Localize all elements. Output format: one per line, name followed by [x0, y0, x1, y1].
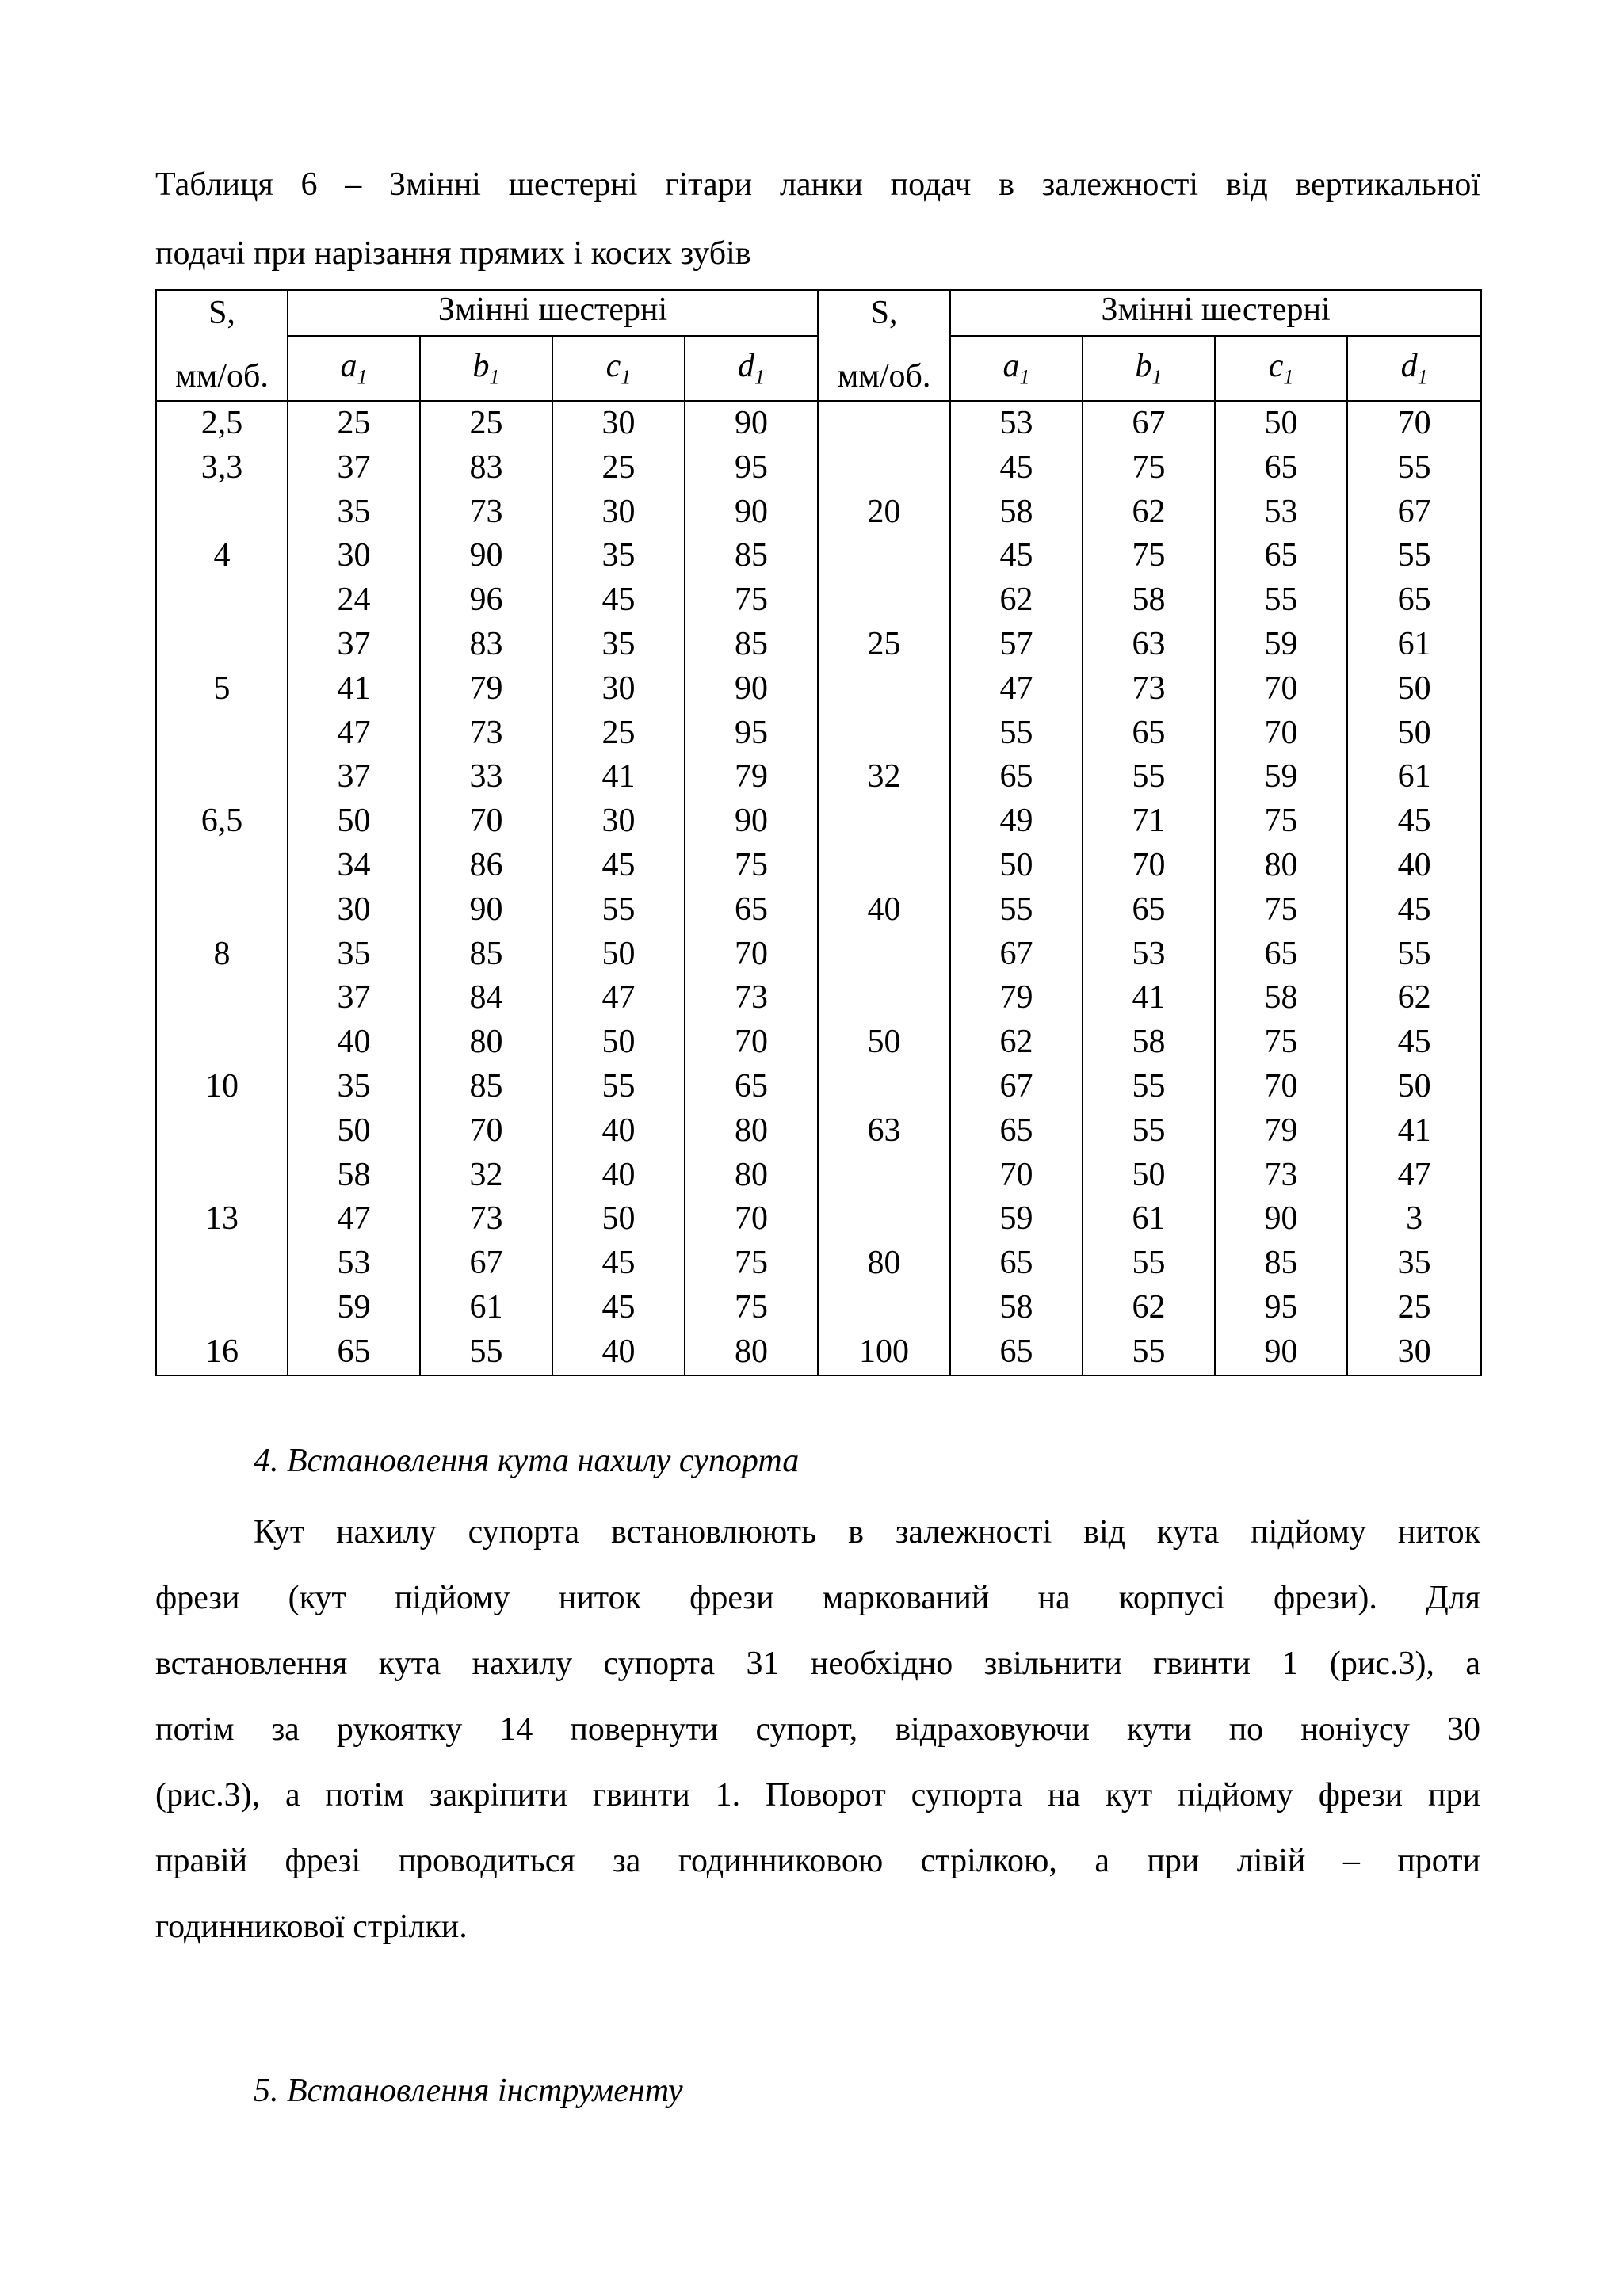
gears-group-header-right: Змінні шестерні: [950, 290, 1481, 336]
cell-a2: 58: [950, 490, 1083, 535]
cell-s2: 50: [818, 1020, 950, 1065]
cell-a2: 65: [950, 1241, 1083, 1286]
cell-c1: 40: [552, 1330, 685, 1375]
cell-b2: 55: [1083, 1241, 1215, 1286]
cell-b2: 55: [1083, 755, 1215, 799]
cell-d1: 75: [685, 1286, 818, 1330]
cell-b2: 55: [1083, 1330, 1215, 1375]
cell-d1: 65: [685, 888, 818, 933]
cell-b2: 62: [1083, 490, 1215, 535]
cell-d2: 25: [1347, 1286, 1481, 1330]
cell-c1: 30: [552, 667, 685, 711]
cell-s2: [818, 1286, 950, 1330]
cell-d2: 61: [1347, 623, 1481, 667]
cell-d1: 95: [685, 446, 818, 490]
cell-b2: 71: [1083, 799, 1215, 844]
cell-b1: 85: [420, 933, 552, 977]
cell-a1: 25: [288, 401, 420, 446]
cell-d2: 3: [1347, 1197, 1481, 1241]
cell-s2: [818, 799, 950, 844]
cell-d2: 41: [1347, 1109, 1481, 1154]
cell-d2: 40: [1347, 844, 1481, 888]
cell-a2: 47: [950, 667, 1083, 711]
col-header-c1: $c_1$: [1215, 336, 1347, 401]
cell-a2: 65: [950, 755, 1083, 799]
cell-a1: 50: [288, 1109, 420, 1154]
cell-a1: 37: [288, 755, 420, 799]
cell-c1: 55: [552, 1065, 685, 1109]
cell-c2: 79: [1215, 1109, 1347, 1154]
cell-a2: 67: [950, 1065, 1083, 1109]
cell-a1: 35: [288, 490, 420, 535]
cell-s1: 16: [156, 1330, 288, 1375]
cell-s2: 40: [818, 888, 950, 933]
cell-d1: 65: [685, 1065, 818, 1109]
cell-c1: 40: [552, 1109, 685, 1154]
cell-b1: 85: [420, 1065, 552, 1109]
cell-d2: 45: [1347, 888, 1481, 933]
section-4-heading: 4. Встановлення кута нахилу супорта: [254, 1443, 800, 1479]
cell-c1: 45: [552, 1241, 685, 1286]
cell-c2: 90: [1215, 1330, 1347, 1375]
cell-a2: 53: [950, 401, 1083, 446]
cell-d2: 47: [1347, 1154, 1481, 1198]
cell-s1: [156, 623, 288, 667]
cell-b1: 32: [420, 1154, 552, 1198]
cell-b2: 75: [1083, 446, 1215, 490]
cell-d1: 80: [685, 1154, 818, 1198]
section-5-heading: 5. Встановлення інструменту: [254, 2073, 683, 2109]
cell-c1: 35: [552, 623, 685, 667]
cell-c2: 70: [1215, 1065, 1347, 1109]
cell-d2: 50: [1347, 667, 1481, 711]
feed-unit: мм/об.: [837, 358, 931, 395]
cell-d2: 50: [1347, 1065, 1481, 1109]
cell-c1: 50: [552, 1197, 685, 1241]
cell-s2: 100: [818, 1330, 950, 1375]
cell-d2: 55: [1347, 534, 1481, 578]
gear-table: [155, 289, 1482, 1376]
cell-d1: 70: [685, 933, 818, 977]
cell-b1: 84: [420, 976, 552, 1020]
cell-a2: 67: [950, 933, 1083, 977]
table-row: [156, 1109, 1481, 1154]
cell-a1: 37: [288, 623, 420, 667]
cell-d1: 75: [685, 844, 818, 888]
cell-c1: 50: [552, 1020, 685, 1065]
paragraph-line: (рис.3), а потім закріпити гвинти 1. Поворот супорта на кут підйому фрези при: [155, 1777, 1480, 1814]
col-header-a1: $a_1$: [950, 336, 1083, 401]
col-header-c1: $c_1$: [552, 336, 685, 401]
cell-a1: 30: [288, 534, 420, 578]
cell-c1: 25: [552, 446, 685, 490]
cell-c1: 35: [552, 534, 685, 578]
paragraph-line: Кут нахилу супорта встановлюють в залежності від кута підйому ниток: [254, 1514, 1480, 1550]
cell-a1: 40: [288, 1020, 420, 1065]
cell-s2: 32: [818, 755, 950, 799]
cell-s2: [818, 711, 950, 756]
cell-d1: 95: [685, 711, 818, 756]
cell-s1: 6,5: [156, 799, 288, 844]
cell-a2: 65: [950, 1330, 1083, 1375]
cell-b1: 83: [420, 446, 552, 490]
cell-s1: 4: [156, 534, 288, 578]
cell-s1: [156, 711, 288, 756]
cell-b1: 33: [420, 755, 552, 799]
cell-d1: 80: [685, 1109, 818, 1154]
cell-c1: 50: [552, 933, 685, 977]
feed-label: S,: [870, 295, 898, 331]
cell-d1: 90: [685, 667, 818, 711]
cell-c2: 65: [1215, 446, 1347, 490]
cell-a1: 47: [288, 1197, 420, 1241]
cell-c2: 50: [1215, 401, 1347, 446]
cell-c1: 41: [552, 755, 685, 799]
cell-s2: [818, 976, 950, 1020]
cell-b2: 73: [1083, 667, 1215, 711]
cell-s1: [156, 844, 288, 888]
table-row: [156, 446, 1481, 490]
cell-d1: 75: [685, 578, 818, 623]
cell-s1: [156, 888, 288, 933]
cell-b1: 73: [420, 711, 552, 756]
cell-c1: 40: [552, 1154, 685, 1198]
cell-a2: 58: [950, 1286, 1083, 1330]
table-row: [156, 976, 1481, 1020]
cell-s1: [156, 1020, 288, 1065]
cell-b2: 67: [1083, 401, 1215, 446]
cell-d1: 79: [685, 755, 818, 799]
col-header-b1: $b_1$: [420, 336, 552, 401]
cell-c2: 85: [1215, 1241, 1347, 1286]
paragraph-line: встановлення кута нахилу супорта 31 необхідно звільнити гвинти 1 (рис.3), а: [155, 1646, 1480, 1682]
cell-s1: 8: [156, 933, 288, 977]
cell-a2: 62: [950, 1020, 1083, 1065]
cell-c2: 53: [1215, 490, 1347, 535]
cell-c2: 95: [1215, 1286, 1347, 1330]
table-row: [156, 401, 1481, 446]
caption-line-1: Таблиця 6 – Змінні шестерні гітари ланки подач в залежності від вертикальної: [155, 166, 1480, 203]
cell-c2: 73: [1215, 1154, 1347, 1198]
cell-s1: [156, 578, 288, 623]
paragraph-line: фрези (кут підйому ниток фрези маркований на корпусі фрези). Для: [155, 1580, 1480, 1616]
cell-s1: [156, 755, 288, 799]
cell-d1: 85: [685, 623, 818, 667]
cell-a2: 55: [950, 711, 1083, 756]
paragraph-line: потім за рукоятку 14 повернути супорт, відраховуючи кути по ноніусу 30: [155, 1711, 1480, 1748]
cell-a2: 45: [950, 446, 1083, 490]
cell-a2: 79: [950, 976, 1083, 1020]
cell-c1: 45: [552, 578, 685, 623]
cell-a1: 59: [288, 1286, 420, 1330]
cell-c2: 90: [1215, 1197, 1347, 1241]
cell-d2: 45: [1347, 799, 1481, 844]
cell-c2: 65: [1215, 933, 1347, 977]
cell-c2: 59: [1215, 623, 1347, 667]
cell-a1: 65: [288, 1330, 420, 1375]
cell-s2: [818, 401, 950, 446]
cell-b1: 96: [420, 578, 552, 623]
cell-s2: [818, 534, 950, 578]
cell-s2: 63: [818, 1109, 950, 1154]
col-header-a1: $a_1$: [288, 336, 420, 401]
cell-c1: 45: [552, 844, 685, 888]
table-row: [156, 844, 1481, 888]
cell-s2: 20: [818, 490, 950, 535]
cell-s2: [818, 446, 950, 490]
cell-b1: 55: [420, 1330, 552, 1375]
table-row: [156, 1154, 1481, 1198]
table-row: [156, 755, 1481, 799]
cell-c2: 75: [1215, 799, 1347, 844]
table-row: [156, 888, 1481, 933]
cell-c1: 47: [552, 976, 685, 1020]
paragraph-line: правій фрезі проводиться за годинниковою стрілкою, а при лівій – проти: [155, 1843, 1480, 1879]
cell-a2: 49: [950, 799, 1083, 844]
cell-c1: 30: [552, 799, 685, 844]
cell-d1: 90: [685, 490, 818, 535]
gear-table-body: [156, 401, 1481, 1375]
cell-a1: 47: [288, 711, 420, 756]
cell-a1: 34: [288, 844, 420, 888]
table-row: [156, 711, 1481, 756]
cell-d2: 35: [1347, 1241, 1481, 1286]
cell-c2: 58: [1215, 976, 1347, 1020]
cell-b2: 61: [1083, 1197, 1215, 1241]
cell-a1: 35: [288, 1065, 420, 1109]
cell-b2: 65: [1083, 888, 1215, 933]
cell-d2: 45: [1347, 1020, 1481, 1065]
cell-d1: 85: [685, 534, 818, 578]
cell-b1: 83: [420, 623, 552, 667]
gears-group-header-left: Змінні шестерні: [288, 290, 818, 336]
cell-a1: 41: [288, 667, 420, 711]
cell-a2: 59: [950, 1197, 1083, 1241]
cell-d1: 75: [685, 1241, 818, 1286]
feed-header-right: [818, 290, 950, 401]
cell-d2: 30: [1347, 1330, 1481, 1375]
table-row: [156, 534, 1481, 578]
paragraph-line: годинникової стрілки.: [155, 1909, 468, 1945]
cell-d1: 70: [685, 1020, 818, 1065]
cell-a2: 45: [950, 534, 1083, 578]
table-row: [156, 667, 1481, 711]
cell-s1: [156, 490, 288, 535]
feed-label: S,: [208, 295, 235, 331]
table-row: [156, 623, 1481, 667]
cell-b2: 50: [1083, 1154, 1215, 1198]
cell-b1: 73: [420, 1197, 552, 1241]
cell-b1: 70: [420, 799, 552, 844]
cell-c2: 75: [1215, 888, 1347, 933]
cell-b1: 61: [420, 1286, 552, 1330]
cell-a1: 37: [288, 976, 420, 1020]
cell-s2: [818, 933, 950, 977]
cell-a1: 50: [288, 799, 420, 844]
cell-b2: 70: [1083, 844, 1215, 888]
cell-c2: 70: [1215, 667, 1347, 711]
cell-c2: 65: [1215, 534, 1347, 578]
col-header-b1: $b_1$: [1083, 336, 1215, 401]
cell-c1: 45: [552, 1286, 685, 1330]
cell-a2: 65: [950, 1109, 1083, 1154]
feed-unit: мм/об.: [175, 358, 269, 395]
col-header-d1: $d_1$: [685, 336, 818, 401]
cell-s2: [818, 1197, 950, 1241]
cell-d2: 67: [1347, 490, 1481, 535]
cell-b1: 90: [420, 888, 552, 933]
cell-a1: 30: [288, 888, 420, 933]
cell-d1: 90: [685, 401, 818, 446]
cell-s1: 2,5: [156, 401, 288, 446]
cell-d1: 70: [685, 1197, 818, 1241]
cell-s1: 13: [156, 1197, 288, 1241]
cell-c2: 70: [1215, 711, 1347, 756]
cell-b1: 79: [420, 667, 552, 711]
cell-b2: 55: [1083, 1109, 1215, 1154]
cell-b1: 67: [420, 1241, 552, 1286]
cell-b2: 63: [1083, 623, 1215, 667]
cell-a1: 53: [288, 1241, 420, 1286]
cell-b1: 25: [420, 401, 552, 446]
cell-s2: [818, 578, 950, 623]
cell-s1: [156, 1109, 288, 1154]
table-row: [156, 799, 1481, 844]
cell-s1: [156, 976, 288, 1020]
cell-d2: 70: [1347, 401, 1481, 446]
cell-d2: 65: [1347, 578, 1481, 623]
cell-a2: 62: [950, 578, 1083, 623]
cell-s1: 10: [156, 1065, 288, 1109]
cell-a1: 35: [288, 933, 420, 977]
table-row: [156, 1197, 1481, 1241]
cell-d2: 61: [1347, 755, 1481, 799]
table-row: [156, 490, 1481, 535]
section-4-paragraph: [155, 1500, 1480, 1960]
table-row: [156, 933, 1481, 977]
table-row: [156, 1330, 1481, 1375]
cell-s2: 25: [818, 623, 950, 667]
cell-d1: 90: [685, 799, 818, 844]
cell-d1: 73: [685, 976, 818, 1020]
cell-s2: [818, 844, 950, 888]
cell-b1: 70: [420, 1109, 552, 1154]
table-row: [156, 1065, 1481, 1109]
cell-b2: 58: [1083, 1020, 1215, 1065]
feed-header-left: [156, 290, 288, 401]
cell-b2: 75: [1083, 534, 1215, 578]
cell-d2: 62: [1347, 976, 1481, 1020]
cell-s2: [818, 1154, 950, 1198]
cell-a1: 24: [288, 578, 420, 623]
cell-s1: 5: [156, 667, 288, 711]
table-row: [156, 1020, 1481, 1065]
table-row: [156, 1241, 1481, 1286]
cell-a2: 55: [950, 888, 1083, 933]
cell-s1: [156, 1241, 288, 1286]
cell-c2: 75: [1215, 1020, 1347, 1065]
cell-b2: 62: [1083, 1286, 1215, 1330]
cell-d2: 55: [1347, 933, 1481, 977]
cell-c1: 30: [552, 401, 685, 446]
cell-c1: 30: [552, 490, 685, 535]
cell-b2: 58: [1083, 578, 1215, 623]
cell-b1: 90: [420, 534, 552, 578]
cell-s1: 3,3: [156, 446, 288, 490]
caption-line-2: подачі при нарізання прямих і косих зубів: [155, 235, 751, 272]
cell-b2: 65: [1083, 711, 1215, 756]
cell-s1: [156, 1286, 288, 1330]
cell-c2: 55: [1215, 578, 1347, 623]
cell-a2: 57: [950, 623, 1083, 667]
cell-b1: 73: [420, 490, 552, 535]
table-caption: [155, 151, 1480, 288]
table-row: [156, 1286, 1481, 1330]
cell-a1: 37: [288, 446, 420, 490]
cell-c2: 80: [1215, 844, 1347, 888]
cell-d2: 55: [1347, 446, 1481, 490]
cell-b2: 53: [1083, 933, 1215, 977]
cell-s2: [818, 667, 950, 711]
cell-b2: 41: [1083, 976, 1215, 1020]
cell-b1: 80: [420, 1020, 552, 1065]
cell-c1: 25: [552, 711, 685, 756]
cell-c1: 55: [552, 888, 685, 933]
col-header-d1: $d_1$: [1347, 336, 1481, 401]
cell-b2: 55: [1083, 1065, 1215, 1109]
cell-a2: 50: [950, 844, 1083, 888]
cell-s2: 80: [818, 1241, 950, 1286]
cell-s2: [818, 1065, 950, 1109]
cell-d1: 80: [685, 1330, 818, 1375]
cell-a2: 70: [950, 1154, 1083, 1198]
cell-s1: [156, 1154, 288, 1198]
cell-d2: 50: [1347, 711, 1481, 756]
cell-c2: 59: [1215, 755, 1347, 799]
cell-b1: 86: [420, 844, 552, 888]
table-row: [156, 578, 1481, 623]
cell-a1: 58: [288, 1154, 420, 1198]
